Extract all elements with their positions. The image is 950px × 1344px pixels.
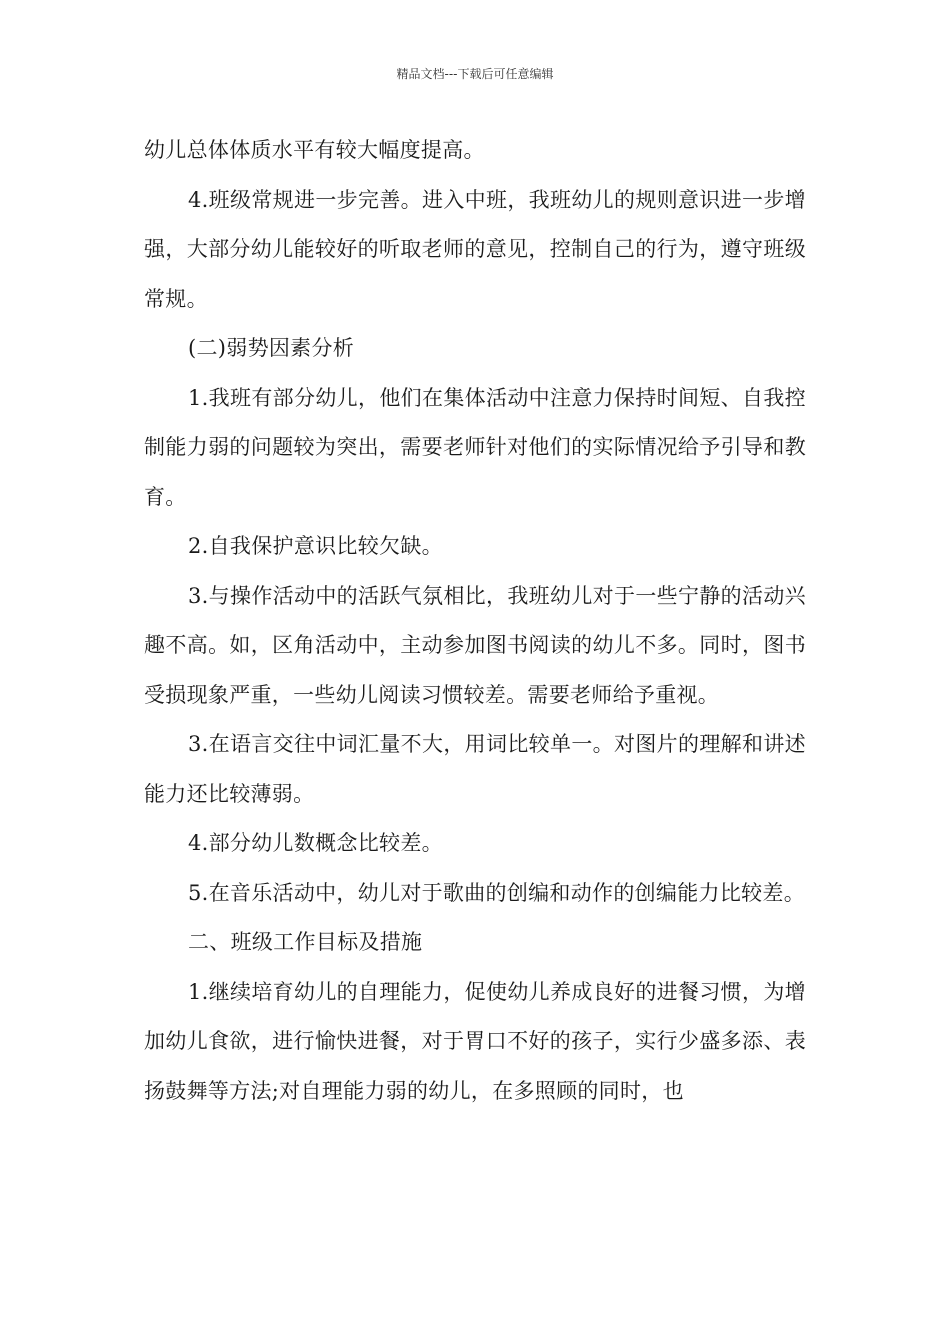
section-heading-goals: 二、班级工作目标及措施 [188, 930, 423, 954]
page-header: 精品文档---下载后可任意编辑 [396, 67, 554, 81]
paragraph-6: 3.与操作活动中的活跃气氛相比，我班幼儿对于一些宁静的活动兴趣不高。如，区角活动中，主动参加图书阅读的幼儿不多。同时，图书受损现象严重，一些幼儿阅读习惯较差。需要老师给予重视。 [144, 583, 806, 707]
paragraph-8: 4.部分幼儿数概念比较差。 [188, 831, 443, 855]
paragraph-11: 1.继续培育幼儿的自理能力，促使幼儿养成良好的进餐习惯，为增加幼儿食欲，进行愉快进餐，对于胃口不好的孩子，实行少盛多添、表扬鼓舞等方法;对自理能力弱的幼儿，在多照顾的同时，也 [144, 979, 806, 1103]
paragraph-2: 4.班级常规进一步完善。进入中班，我班幼儿的规则意识进一步增强，大部分幼儿能较好的听取老师的意见，控制自己的行为，遵守班级常规。 [144, 187, 806, 311]
paragraph-5: 2.自我保护意识比较欠缺。 [188, 534, 443, 558]
paragraph-7: 3.在语言交往中词汇量不大，用词比较单一。对图片的理解和讲述能力还比较薄弱。 [144, 732, 806, 806]
paragraph-9: 5.在音乐活动中，幼儿对于歌曲的创编和动作的创编能力比较差。 [188, 880, 806, 905]
paragraph-1: 幼儿总体体质水平有较大幅度提高。 [144, 138, 485, 162]
section-heading-weakness: (二)弱势因素分析 [188, 336, 355, 360]
paragraph-4: 1.我班有部分幼儿，他们在集体活动中注意力保持时间短、自我控制能力弱的问题较为突出，需要老师针对他们的实际情况给予引导和教育。 [144, 385, 806, 509]
document-body [144, 126, 806, 1116]
